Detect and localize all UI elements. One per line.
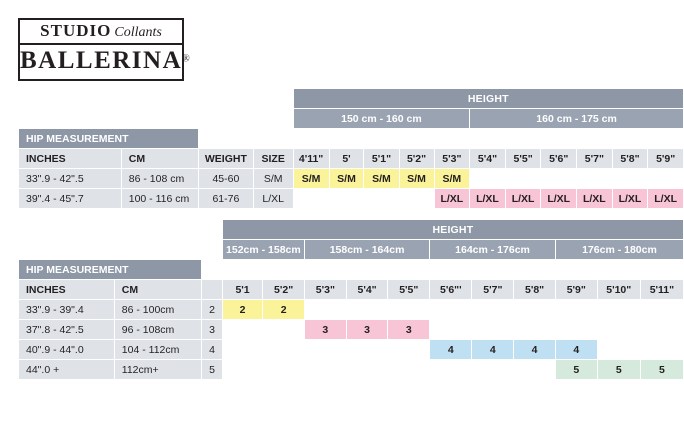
t2-row-3-cell-8: 5: [555, 360, 597, 380]
row-1-cell-4: L/XL: [434, 189, 470, 209]
row-0-cell-0: S/M: [293, 169, 329, 189]
t2-row-0-cell-5: [430, 300, 472, 320]
t2-row-0-cell-6: [472, 300, 514, 320]
col-header-t2-height-6: 5'7": [472, 280, 514, 300]
col-header-height-7: 5'6": [541, 149, 577, 169]
row-1-weight: 61-76: [199, 189, 254, 209]
col-header-height-2: 5'1": [364, 149, 399, 169]
t2-row-2-cell-3: [346, 340, 388, 360]
row-0-size: S/M: [253, 169, 293, 189]
t2-row-1-cell-0: [222, 320, 262, 340]
hip-measurement-header-2: HIP MEASUREMENT: [19, 260, 202, 280]
t2-row-2-cell-8: 4: [555, 340, 597, 360]
t2-row-1-cell-7: [514, 320, 556, 340]
table-row: [19, 260, 684, 280]
t2-row-2-size: 4: [202, 340, 222, 360]
t2-row-2-cell-5: 4: [430, 340, 472, 360]
t2-row-3-cell-2: [304, 360, 346, 380]
t2-row-3-cell-3: [346, 360, 388, 380]
row-0-cell-4: S/M: [434, 169, 470, 189]
col-header-height-0: 4'11": [293, 149, 329, 169]
col-header-height-5: 5'4": [470, 149, 506, 169]
logo-studio-text: STUDIO: [40, 21, 112, 40]
height-range-158-164: 158cm - 164cm: [304, 240, 429, 260]
t2-row-1-cell-8: [555, 320, 597, 340]
row-0-inches: 33".9 - 42".5: [19, 169, 122, 189]
col-header-t2-height-7: 5'8": [514, 280, 556, 300]
col-header-t2-height-8: 5'9": [555, 280, 597, 300]
t2-row-3-size: 5: [202, 360, 222, 380]
logo-ballerina-text: BALLERINA: [20, 47, 183, 74]
t2-row-1-cell-10: [640, 320, 683, 340]
weight-size-spacer: [199, 89, 294, 129]
t2-row-0-size: 2: [202, 300, 222, 320]
col-header-cm-2: CM: [114, 280, 202, 300]
logo-top-row: [18, 18, 184, 45]
row-1-cell-7: L/XL: [541, 189, 577, 209]
row-1-cell-6: L/XL: [505, 189, 541, 209]
table-row: [19, 189, 684, 209]
row-1-cell-1: [329, 189, 364, 209]
t2-row-2-cm: 104 - 112cm: [114, 340, 202, 360]
t2-row-0-cell-9: [597, 300, 640, 320]
row-1-cell-8: L/XL: [577, 189, 613, 209]
table-row: [19, 129, 684, 149]
t2-row-3-inches: 44".0 +: [19, 360, 115, 380]
row-1-cell-3: [399, 189, 434, 209]
col-header-cm-1: CM: [121, 149, 198, 169]
t2-row-3-cell-4: [388, 360, 430, 380]
t2-row-3-cell-7: [514, 360, 556, 380]
row-0-cm: 86 - 108 cm: [121, 169, 198, 189]
size-chart-table-2: [18, 219, 684, 380]
t2-row-0-cell-7: [514, 300, 556, 320]
t2-row-2-cell-0: [222, 340, 262, 360]
height-header-2: HEIGHT: [222, 220, 683, 240]
col-header-height-6: 5'5": [505, 149, 541, 169]
table-row: [19, 360, 684, 380]
t2-row-2-cell-7: 4: [514, 340, 556, 360]
table-row: [19, 149, 684, 169]
height-range-164-176: 164cm - 176cm: [430, 240, 556, 260]
row-0-cell-5: [470, 169, 506, 189]
col-header-t2-height-9: 5'10": [597, 280, 640, 300]
t2-row-0-cm: 86 - 100cm: [114, 300, 202, 320]
brand-logo: [18, 18, 190, 81]
row-0-cell-7: [541, 169, 577, 189]
hip-measurement-header-cell-spacer: [19, 89, 199, 129]
col-header-t2-height-10: 5'11": [640, 280, 683, 300]
row-0-cell-2: S/M: [364, 169, 399, 189]
col-header-t2-height-3: 5'4": [346, 280, 388, 300]
t2-row-0-cell-3: [346, 300, 388, 320]
row-1-cell-0: [293, 189, 329, 209]
row-0-cell-9: [612, 169, 648, 189]
table-row: [19, 320, 684, 340]
height-range-150-160: 150 cm - 160 cm: [293, 109, 470, 129]
row-0-cell-10: [648, 169, 684, 189]
col-header-height-8: 5'7": [577, 149, 613, 169]
t2-row-0-cell-10: [640, 300, 683, 320]
col-header-size-2: [202, 280, 222, 300]
t2-row-3-cell-10: 5: [640, 360, 683, 380]
t2-row-0-cell-4: [388, 300, 430, 320]
t2-row-3-cell-1: [263, 360, 305, 380]
height-range-176-180: 176cm - 180cm: [555, 240, 683, 260]
height-range-152-158: 152cm - 158cm: [222, 240, 304, 260]
t2-row-1-cell-6: [472, 320, 514, 340]
row-1-cell-9: L/XL: [612, 189, 648, 209]
table-row: [19, 280, 684, 300]
t2-row-1-cm: 96 - 108cm: [114, 320, 202, 340]
height-header-1: HEIGHT: [293, 89, 683, 109]
t2-row-1-size: 3: [202, 320, 222, 340]
table-row: [19, 169, 684, 189]
col-header-height-3: 5'2": [399, 149, 434, 169]
hip-measurement-header-1: HIP MEASUREMENT: [19, 129, 199, 149]
t2-row-3-cell-5: [430, 360, 472, 380]
t2-row-2-cell-2: [304, 340, 346, 360]
t2-row-2-cell-6: 4: [472, 340, 514, 360]
col-header-t2-height-1: 5'2": [263, 280, 305, 300]
col-header-height-9: 5'8": [612, 149, 648, 169]
t2-row-0-cell-1: 2: [263, 300, 305, 320]
row-1-cm: 100 - 116 cm: [121, 189, 198, 209]
row-1-cell-10: L/XL: [648, 189, 684, 209]
col-header-height-1: 5': [329, 149, 364, 169]
hip-measurement-spacer-2: [19, 220, 202, 260]
table-row: [19, 300, 684, 320]
col-header-t2-height-2: 5'3": [304, 280, 346, 300]
row-1-cell-2: [364, 189, 399, 209]
col-header-size: SIZE: [253, 149, 293, 169]
col-header-t2-height-5: 5'6"': [430, 280, 472, 300]
row-0-cell-3: S/M: [399, 169, 434, 189]
t2-row-1-cell-5: [430, 320, 472, 340]
row-0-weight: 45-60: [199, 169, 254, 189]
row-0-cell-8: [577, 169, 613, 189]
size-column-spacer-2: [202, 220, 222, 260]
row-0-cell-6: [505, 169, 541, 189]
t2-row-3-cm: 112cm+: [114, 360, 202, 380]
table-row: [19, 220, 684, 240]
t2-row-1-cell-2: 3: [304, 320, 346, 340]
spacer-heights-top: [293, 129, 683, 149]
t2-row-3-cell-9: 5: [597, 360, 640, 380]
col-header-height-4: 5'3": [434, 149, 470, 169]
spacer-heights-top-2: [222, 260, 683, 280]
t2-row-1-cell-4: 3: [388, 320, 430, 340]
col-header-height-10: 5'9": [648, 149, 684, 169]
t2-row-2-cell-1: [263, 340, 305, 360]
t2-row-0-cell-2: [304, 300, 346, 320]
height-range-160-175: 160 cm - 175 cm: [470, 109, 684, 129]
t2-row-1-cell-3: 3: [346, 320, 388, 340]
col-header-t2-height-0: 5'1: [222, 280, 262, 300]
t2-row-1-inches: 37".8 - 42".5: [19, 320, 115, 340]
col-header-inches-1: INCHES: [19, 149, 122, 169]
t2-row-2-cell-9: [597, 340, 640, 360]
col-header-t2-height-4: 5'5": [388, 280, 430, 300]
t2-row-3-cell-0: [222, 360, 262, 380]
row-0-cell-1: S/M: [329, 169, 364, 189]
t2-row-0-inches: 33".9 - 39".4: [19, 300, 115, 320]
table-row: [19, 340, 684, 360]
t2-row-3-cell-6: [472, 360, 514, 380]
t2-row-0-cell-8: [555, 300, 597, 320]
t2-row-2-inches: 40".9 - 44".0: [19, 340, 115, 360]
spacer-weight-top: [199, 129, 254, 149]
t2-row-2-cell-10: [640, 340, 683, 360]
row-1-inches: 39".4 - 45".7: [19, 189, 122, 209]
registered-mark-icon: ®: [182, 53, 190, 65]
row-1-cell-5: L/XL: [470, 189, 506, 209]
t2-row-1-cell-1: [263, 320, 305, 340]
logo-collants-text: Collants: [114, 25, 162, 40]
t2-row-1-cell-9: [597, 320, 640, 340]
logo-bottom-row: [18, 45, 190, 81]
t2-row-0-cell-0: 2: [222, 300, 262, 320]
table-row: [19, 89, 684, 109]
spacer-size-top-2: [202, 260, 222, 280]
spacer-size-top: [253, 129, 293, 149]
size-chart-table-1: [18, 88, 684, 209]
row-1-size: L/XL: [253, 189, 293, 209]
t2-row-2-cell-4: [388, 340, 430, 360]
col-header-weight: WEIGHT: [199, 149, 254, 169]
col-header-inches-2: INCHES: [19, 280, 115, 300]
